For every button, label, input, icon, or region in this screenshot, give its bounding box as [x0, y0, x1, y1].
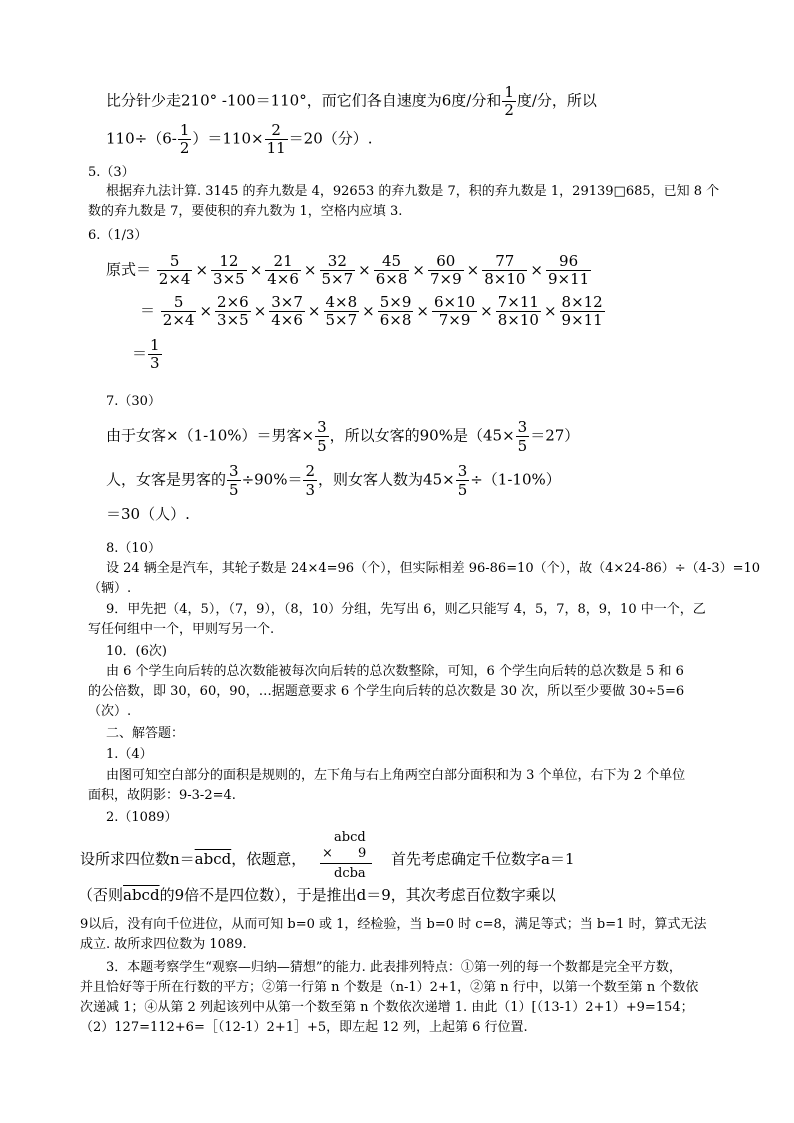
fraction: $\frac{5}{2\times 4}$ [162, 293, 195, 329]
mult-bottom: dcba [334, 866, 366, 881]
times-sign: × [358, 260, 371, 279]
fraction: $\frac{1}{3}$ [150, 336, 160, 372]
fraction: $\frac{7\times 11}{8\times 10}$ [497, 293, 539, 329]
paragraph-line: 根据弃九法计算. 3145 的弃九数是 4，92653 的弃九数是 7，积的弃九数是 1，29139□685，已知 8 个 [106, 184, 720, 199]
times-sign: × [530, 260, 543, 279]
question-head: 10．(6次) [106, 644, 167, 659]
question-head: 5.（3） [88, 165, 135, 180]
times-sign: × [466, 260, 480, 279]
equation-row-1: 原式＝ $\frac{5}{2\times 4}$ × $\frac{12}{3\times 5}$ × $\frac{21}{4\times 6}$ × $\frac{32}{5\times 7}$ × $\frac{45}{6\times 8}$ × $\frac{60}{7\times 9}$ × $\frac{77}{8\times 10}$ × $\frac{96}{9\times 11}$ [106, 252, 590, 288]
fraction: $\frac{12}{3\times 5}$ [213, 252, 245, 288]
text-line: （否则abcd的9倍不是四位数），于是推出d＝9，其次考虑百位数字乘以 [78, 886, 556, 904]
fraction: $\frac{1}{2}$ [504, 83, 514, 119]
times-sign: × [307, 301, 321, 320]
times-sign: × [303, 260, 317, 279]
text-line: 首先考虑确定千位数字a＝1 [391, 850, 575, 868]
times-sign: × [412, 260, 425, 279]
mult-top: abcd [334, 830, 366, 845]
text-line: 设所求四位数n＝abcd，依题意， [80, 850, 307, 868]
paragraph-line: 3．本题考察学生“观察—归纳—猜想”的能力. 此表排列特点：①第一列的每一个数都是完全平方数， [106, 960, 682, 975]
paragraph-line: （2）127=112+6=［（12-1）2+1］+5，即左起 12 列，上起第 6 行位置. [80, 1020, 528, 1035]
text-line: 110÷（6- $\frac{1}{2}$ ）＝110× $\frac{2}{11}$ ＝20（分）. [106, 121, 373, 157]
question-head: 2.（1089） [106, 810, 178, 825]
paragraph-line: 的公倍数，即 30，60，90，…据题意要求 6 个学生向后转的总次数是 30 次，所以至少要做 30÷5=6 [88, 684, 685, 699]
question-head: 7.（30） [106, 394, 161, 409]
paragraph-line: 数的弃九数是 7，要使积的弃九数为 1，空格内应填 3. [88, 204, 403, 219]
fraction: $\frac{3}{5}$ [517, 418, 528, 455]
equation-result: ＝ $\frac{1}{3}$ [132, 336, 160, 372]
question-head: 6.（1/3） [88, 228, 148, 243]
paragraph-line: 9．甲先把（4，5），（7，9），（8，10）分组，先写出 6，则乙只能写 4，5，7，8，9，10 中一个，乙 [106, 602, 706, 617]
paragraph-line: 设 24 辆全是汽车，其轮子数是 24×4=96（个），但实际相差 96-86=10（个），故（4×24-86）÷（4-3）=10 [106, 561, 761, 576]
mult-nine: 9 [358, 846, 367, 861]
fraction: $\frac{21}{4\times 6}$ [267, 252, 299, 288]
text-line: 人，女客是男客的 $\frac{3}{5}$ ÷90%＝ $\frac{2}{3}$ ，则女客人数为45× $\frac{3}{5}$ ÷（1-10%） [106, 462, 561, 499]
fraction: $\frac{3}{5}$ [317, 418, 327, 455]
times-sign: × [480, 301, 493, 320]
mult-rule [320, 863, 372, 864]
text-line: 由于女客×（1-10%）＝男客× $\frac{3}{5}$ ，所以女客的90%是（45× $\frac{3}{5}$ ＝27） [106, 418, 580, 455]
fraction: $\frac{4\times 8}{5\times 7}$ [325, 293, 358, 329]
paragraph-line: 9以后，没有向千位进位，从而可知 b=0 或 1，经检验，当 b=0 时 c=8，满足等式；当 b=1 时，算式无法 [80, 917, 707, 932]
times-sign: × [416, 301, 429, 320]
fraction: $\frac{77}{8\times 10}$ [484, 252, 526, 288]
fraction: $\frac{60}{7\times 9}$ [429, 252, 462, 288]
fraction: $\frac{2}{3}$ [305, 462, 316, 499]
paragraph-line: 由 6 个学生向后转的总次数能被每次向后转的总次数整除，可知，6 个学生向后转的总次数是 5 和 6 [106, 664, 684, 679]
equation-row-2: ＝ $\frac{5}{2\times 4}$ × $\frac{2\times 6}{3\times 5}$ × $\frac{3\times 7}{4\times 6}$ × $\frac{4\times 8}{5\times 7}$ × $\frac{5\times 9}{6\times 8}$ × $\frac{6\times 10}{7\times 9}$ × $\frac{7\times 11}{8\times 10}$ × $\frac{8\times 12}{9\times 11}$ [140, 293, 603, 329]
fraction: $\frac{1}{2}$ [179, 121, 190, 157]
question-head: 1.（4） [106, 747, 153, 762]
paragraph-line: 面积，故阴影：9-3-2=4. [88, 788, 236, 803]
paragraph-line: （辆）. [88, 581, 132, 596]
fraction: $\frac{3}{5}$ [229, 462, 239, 499]
fraction: $\frac{3}{5}$ [457, 462, 468, 499]
fraction: $\frac{5\times 9}{6\times 8}$ [379, 293, 412, 329]
fraction: $\frac{96}{9\times 11}$ [547, 252, 590, 288]
fraction: $\frac{45}{6\times 8}$ [375, 252, 408, 288]
fraction: $\frac{3\times 7}{4\times 6}$ [271, 293, 303, 329]
fraction: $\frac{8\times 12}{9\times 11}$ [561, 293, 603, 329]
paragraph-line: 成立. 故所求四位数为 1089. [80, 937, 247, 952]
paragraph-line: 写任何组中一个，甲则写另一个. [88, 622, 275, 637]
text-line: 比分针少走210° -100＝110°，而它们各自速度为6度/分和 $\frac{1}{2}$ 度/分，所以 [106, 83, 597, 119]
fraction: $\frac{2\times 6}{3\times 5}$ [217, 293, 249, 329]
question-head: 8.（10） [106, 541, 161, 556]
paragraph-line: 由图可知空白部分的面积是规则的，左下角与右上角两空白部分面积和为 3 个单位，右下为 2 个单位 [106, 768, 686, 783]
paragraph-line: （次）. [88, 704, 132, 719]
fraction: $\frac{6\times 10}{7\times 9}$ [433, 293, 476, 329]
mult-sign: × [322, 846, 333, 861]
fraction: $\frac{32}{5\times 7}$ [321, 252, 354, 288]
times-sign: × [253, 301, 267, 320]
times-sign: × [199, 301, 213, 320]
paragraph-line: 次递减 1；④从第 2 列起该列中从第一个数至第 n 个数依次递增 1. 由此（1）[（13-1）2+1）+9=154； [80, 1000, 694, 1015]
section-heading: 二、解答题： [106, 726, 185, 741]
times-sign: × [195, 260, 209, 279]
text-line: ＝30（人）. [106, 505, 190, 523]
times-sign: × [362, 301, 375, 320]
times-sign: × [249, 260, 263, 279]
paragraph-line: 并且恰好等于所在行数的平方；②第一行第 n 个数是（n-1）2+1，②第 n 行中，以第一个数至第 n 个数依 [80, 980, 699, 995]
fraction: $\frac{5}{2\times 4}$ [158, 252, 191, 288]
times-sign: × [543, 301, 557, 320]
fraction: $\frac{2}{11}$ [266, 121, 286, 157]
